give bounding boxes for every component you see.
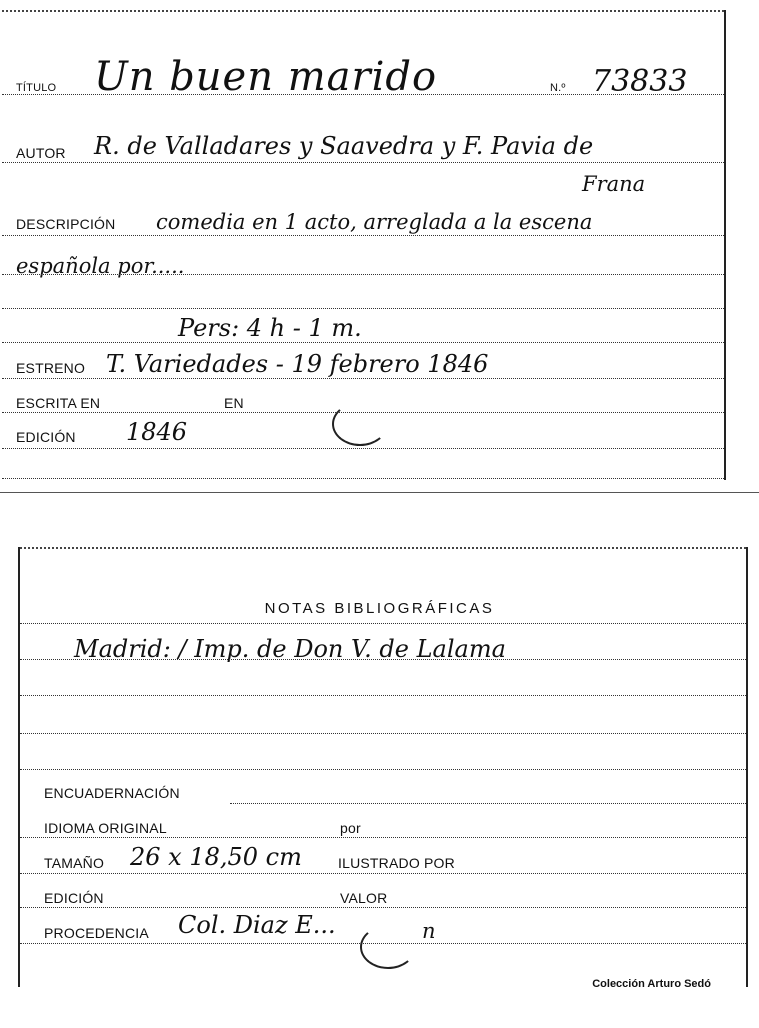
descripcion-value-cont: española por.....	[16, 254, 185, 278]
personajes-value: Pers: 4 h - 1 m.	[178, 314, 362, 342]
descripcion-label: DESCRIPCIÓN	[16, 216, 116, 232]
rule	[2, 162, 724, 163]
estreno-label: ESTRENO	[16, 360, 86, 376]
edicion-label: EDICIÓN	[16, 429, 76, 445]
collection-footer: Colección Arturo Sedó	[592, 978, 711, 990]
numero-value: 73833	[592, 64, 688, 99]
en-label: EN	[224, 395, 244, 411]
rule	[2, 448, 724, 449]
rule	[2, 342, 724, 343]
rule	[20, 733, 746, 734]
autor-value: R. de Valladares y Saavedra y F. Pavia de	[94, 132, 594, 160]
numero-label: N.º	[550, 82, 566, 94]
tamano-value: 26 x 18,50 cm	[130, 843, 302, 871]
rule	[2, 378, 724, 379]
titulo-value: Un buen marido	[94, 54, 438, 100]
tamano-label: TAMAÑO	[44, 855, 105, 871]
por-label: por	[340, 820, 361, 836]
rule	[2, 274, 724, 275]
notas-value: Madrid: / Imp. de Don V. de Lalama	[74, 635, 506, 663]
card-top-edge	[2, 10, 724, 15]
catalog-card-front	[2, 10, 726, 480]
rule	[230, 803, 746, 804]
encuadernacion-label: ENCUADERNACIÓN	[44, 785, 180, 801]
valor-label: VALOR	[340, 890, 388, 906]
rule	[20, 873, 746, 874]
estreno-value: T. Variedades - 19 febrero 1846	[106, 350, 489, 378]
procedencia-value-end: n	[422, 919, 436, 943]
edicion-back-label: EDICIÓN	[44, 890, 104, 906]
punch-hole-mark	[360, 925, 416, 969]
punch-hole-mark	[332, 402, 388, 446]
card-top-edge	[20, 547, 746, 552]
edicion-value: 1846	[126, 418, 188, 446]
rule	[20, 907, 746, 908]
card-separator	[0, 492, 759, 493]
autor-label: AUTOR	[16, 145, 66, 161]
titulo-label: TÍTULO	[16, 82, 57, 94]
rule	[2, 94, 724, 95]
notas-title: NOTAS BIBLIOGRÁFICAS	[264, 600, 495, 617]
rule	[20, 695, 746, 696]
procedencia-value: Col. Diaz E...	[178, 911, 336, 939]
rule	[20, 837, 746, 838]
autor-value-cont: Frana	[582, 172, 646, 196]
procedencia-label: PROCEDENCIA	[44, 925, 149, 941]
descripcion-value: comedia en 1 acto, arreglada a la escena	[156, 210, 593, 234]
rule	[20, 769, 746, 770]
rule	[2, 308, 724, 309]
rule	[2, 478, 724, 479]
escrita-en-label: ESCRITA EN	[16, 395, 101, 411]
idioma-label: IDIOMA ORIGINAL	[44, 820, 167, 836]
rule	[20, 659, 746, 660]
rule	[20, 623, 746, 624]
ilustrado-label: ILUSTRADO POR	[338, 855, 455, 871]
rule	[2, 235, 724, 236]
